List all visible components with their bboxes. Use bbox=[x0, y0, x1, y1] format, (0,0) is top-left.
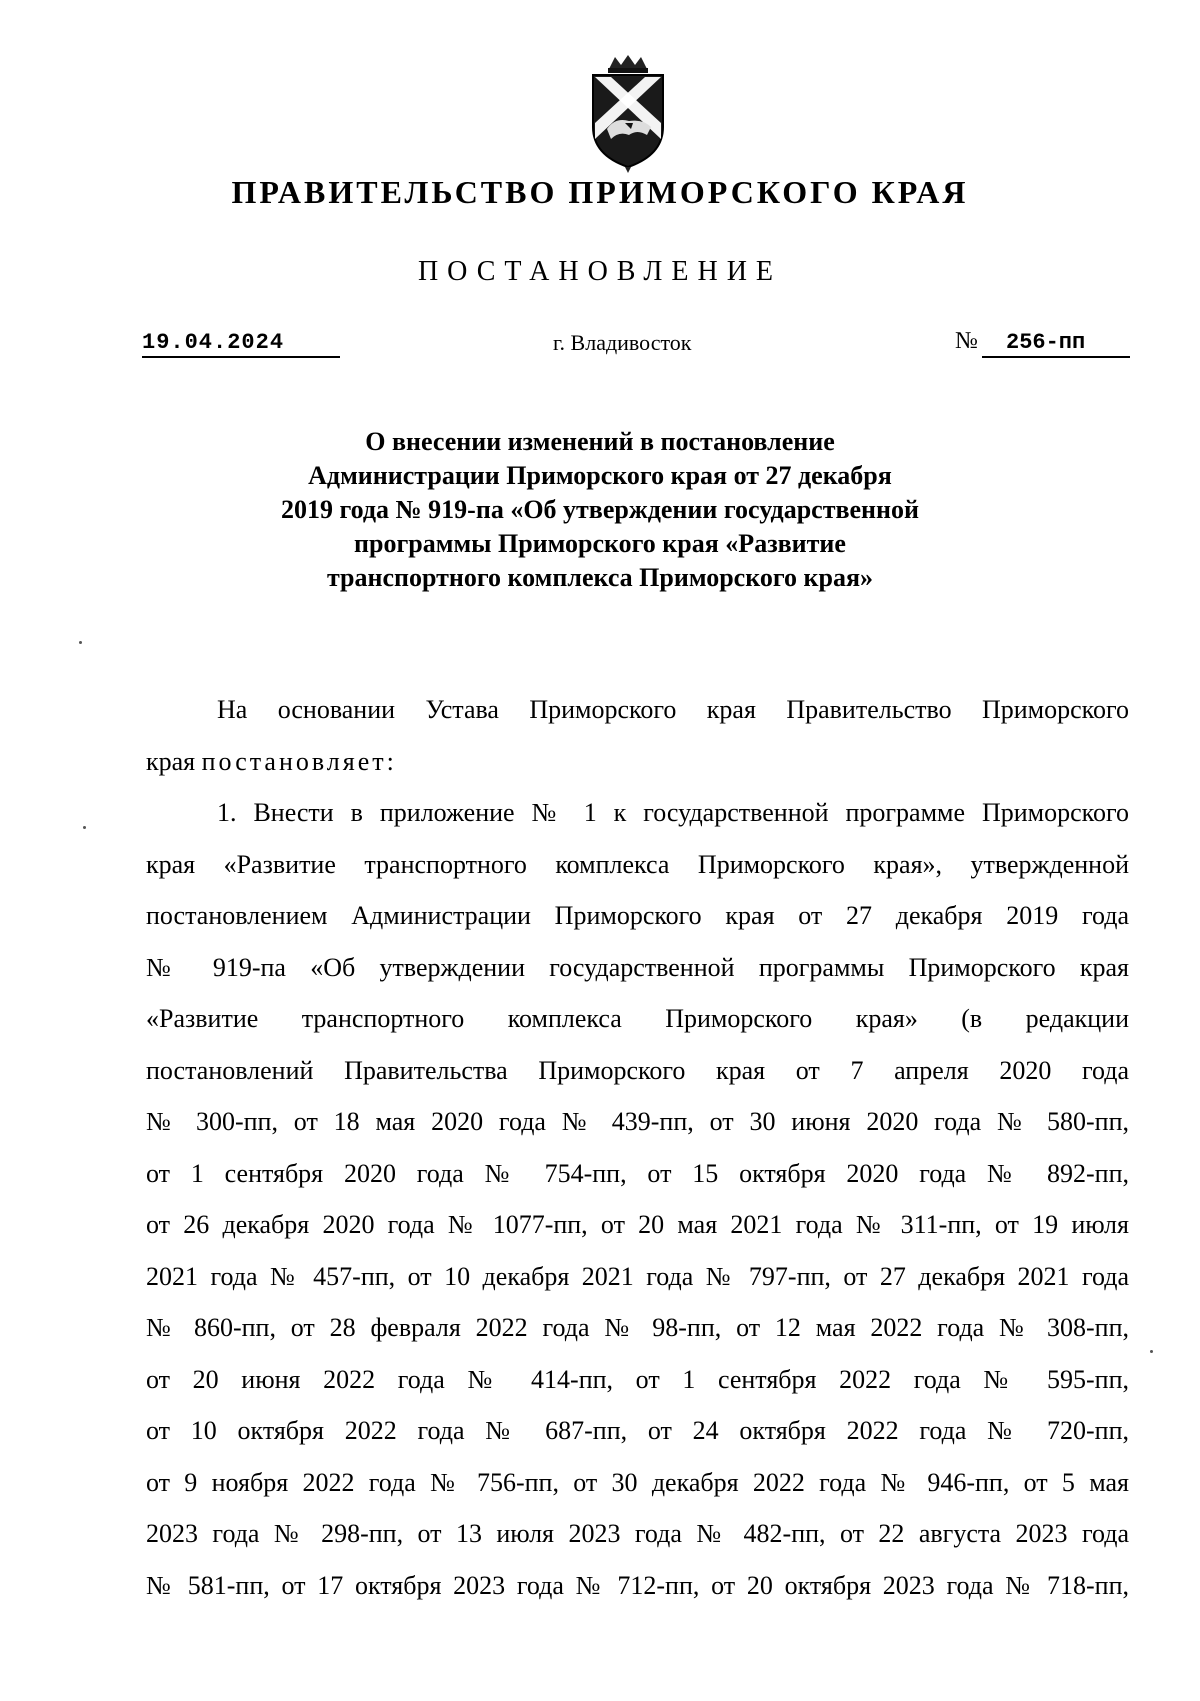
document-heading bbox=[200, 425, 1000, 595]
body-line: «Развитие транспортного комплекса Приморского края» (в редакции bbox=[146, 1004, 1129, 1033]
document-city: г. Владивосток bbox=[553, 330, 692, 355]
body-line: 1. Внести в приложение № 1 к государственной программе Приморского bbox=[217, 798, 1129, 827]
document-date: 19.04.2024 bbox=[142, 330, 340, 358]
body-line: от 10 октября 2022 года № 687-пп, от 24 октября 2022 года № 720-пп, bbox=[146, 1416, 1129, 1445]
coat-of-arms-icon bbox=[581, 55, 675, 173]
scan-speck bbox=[79, 641, 82, 644]
body-line: 2023 года № 298-пп, от 13 июля 2023 года № 482-пп, от 22 августа 2023 года bbox=[146, 1519, 1129, 1548]
organization-title: ПРАВИТЕЛЬСТВО ПРИМОРСКОГО КРАЯ bbox=[231, 174, 969, 210]
body-line: № 860-пп, от 28 февраля 2022 года № 98-пп, от 12 мая 2022 года № 308-пп, bbox=[146, 1313, 1129, 1342]
body-line: На основании Устава Приморского края Правительство Приморского bbox=[217, 695, 1129, 724]
heading-line: О внесении изменений в постановление bbox=[365, 427, 835, 456]
body-line: постановлений Правительства Приморского края от 7 апреля 2020 года bbox=[146, 1055, 1129, 1085]
document-number: 256-пп bbox=[982, 330, 1130, 358]
body-line bbox=[146, 736, 1129, 788]
body-line: постановлением Администрации Приморского края от 27 декабря 2019 года bbox=[146, 901, 1129, 930]
body-line: 2021 года № 457-пп, от 10 декабря 2021 года № 797-пп, от 27 декабря 2021 года bbox=[146, 1261, 1129, 1291]
body-line: края «Развитие транспортного комплекса Приморского края», утвержденной bbox=[146, 849, 1129, 879]
heading-line: Администрации Приморского края от 27 декабря bbox=[308, 461, 892, 490]
body-line: № 300-пп, от 18 мая 2020 года № 439-пп, от 30 июня 2020 года № 580-пп, bbox=[146, 1107, 1129, 1136]
scan-speck bbox=[83, 826, 86, 829]
body-line: № 581-пп, от 17 октября 2023 года № 712-пп, от 20 октября 2023 года № 718-пп, bbox=[146, 1570, 1129, 1600]
body-line: № 919-па «Об утверждении государственной программы Приморского края bbox=[146, 952, 1129, 982]
body-line: от 1 сентября 2020 года № 754-пп, от 15 октября 2020 года № 892-пп, bbox=[146, 1158, 1129, 1188]
preamble-prefix: края bbox=[146, 746, 202, 776]
number-sign: № bbox=[955, 328, 978, 354]
heading-line: программы Приморского края «Развитие bbox=[354, 529, 846, 558]
heading-line: 2019 года № 919-па «Об утверждении государственной bbox=[280, 495, 919, 524]
document-body bbox=[146, 684, 1129, 1611]
body-line: от 20 июня 2022 года № 414-пп, от 1 сентября 2022 года № 595-пп, bbox=[146, 1364, 1129, 1394]
heading-line: транспортного комплекса Приморского края» bbox=[326, 563, 874, 592]
body-line: от 9 ноября 2022 года № 756-пп, от 30 декабря 2022 года № 946-пп, от 5 мая bbox=[146, 1467, 1129, 1497]
body-line: от 26 декабря 2020 года № 1077-пп, от 20 мая 2021 года № 311-пп, от 19 июля bbox=[146, 1210, 1129, 1239]
scan-speck bbox=[1150, 1350, 1153, 1353]
document-type: ПОСТАНОВЛЕНИЕ bbox=[417, 256, 783, 287]
preamble-verb: постановляет: bbox=[201, 746, 397, 776]
